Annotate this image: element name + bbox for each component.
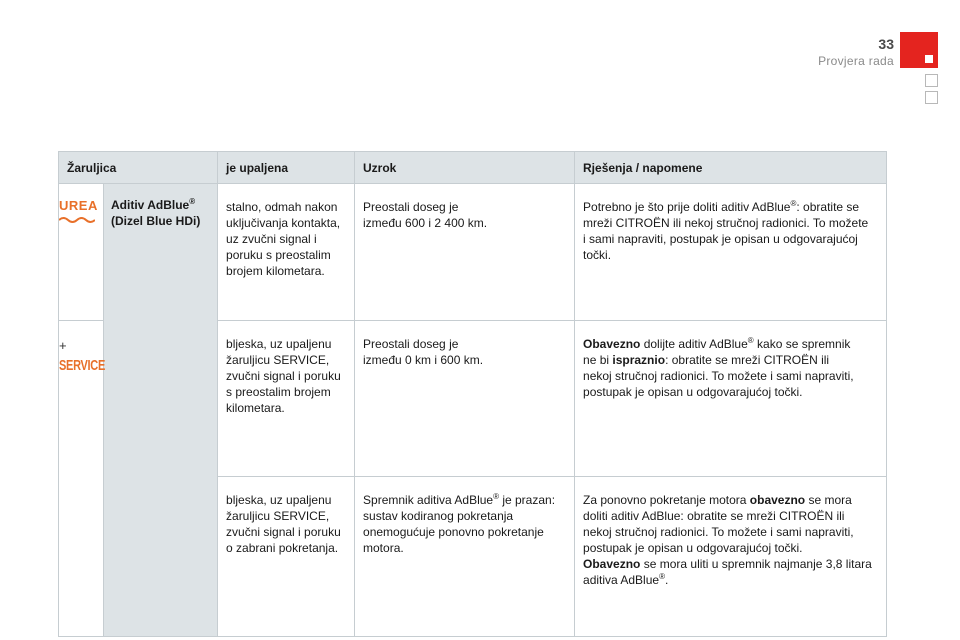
header-cause: Uzrok [355, 152, 575, 184]
solution-cell [575, 321, 887, 477]
emphasis-text: Obavezno [583, 557, 641, 571]
emphasis-text: obavezno [749, 493, 806, 507]
emphasis-text: ispraznio [612, 353, 666, 367]
warning-lights-table [58, 151, 887, 637]
when-text: bljeska, uz upaljenu žaruljicu SERVICE, zvučni signal i poruku s preostalim brojem kilometara. [226, 337, 341, 415]
registered-mark: ® [659, 572, 665, 581]
registered-mark: ® [790, 199, 797, 208]
text-run: se mora doliti aditiv AdBlue: obratite se mreži CITROËN ili nekoj stručnoj radionici. To možete i sami napraviti, postupak je opisan u odgovarajućoj točki. [583, 493, 854, 555]
text-run: je prazan: sustav kodiranog pokretanja onemogućuje ponovno pokretanje motora. [363, 493, 556, 555]
lamp-name: Aditiv AdBlue [111, 198, 190, 212]
solution-text [583, 337, 854, 399]
tab-dot-icon [925, 55, 933, 63]
nav-square-icon [925, 91, 938, 104]
text-run: Spremnik aditiva AdBlue [363, 493, 494, 507]
text-run: dolijte aditiv AdBlue [640, 337, 748, 351]
when-cell [218, 321, 355, 477]
urea-warning-icon [59, 198, 98, 228]
text-run: Za ponovno pokretanje motora [583, 493, 750, 507]
lamp-subname: (Dizel Blue HDi) [111, 214, 201, 228]
solution-cell [575, 184, 887, 321]
wave-icon [59, 216, 95, 224]
service-warning-icon: SERVICE [59, 357, 105, 375]
header-lamp: Žaruljica [59, 152, 218, 184]
header-solution: Rješenja / napomene [575, 152, 887, 184]
text-run: . [664, 573, 669, 587]
cause-text: Preostali doseg je između 600 i 2 400 km. [363, 200, 488, 230]
page-number: 33 [878, 36, 894, 52]
cause-cell [355, 184, 575, 321]
registered-mark: ® [747, 336, 754, 345]
header-when-lit: je upaljena [218, 152, 355, 184]
cause-cell [355, 477, 575, 637]
text-run: : obratite se mreži CITROËN ili nekoj stručnoj radionici. To možete i sami napraviti, postupak je opisan u odgovarajućoj točki. [583, 200, 869, 262]
icon-cell [59, 184, 104, 321]
when-cell [218, 477, 355, 637]
solution-text [583, 493, 872, 587]
when-text: bljeska, uz upaljenu žaruljicu SERVICE, zvučni signal i poruku o zabrani pokretanja. [226, 493, 341, 555]
solution-cell [575, 477, 887, 637]
text-run: Potrebno je što prije doliti aditiv AdBlue [583, 200, 791, 214]
cause-cell [355, 321, 575, 477]
plus-icon: + [59, 338, 67, 353]
text-run: kako se spremnik ne bi [583, 337, 851, 367]
cause-text: Preostali doseg je između 0 km i 600 km. [363, 337, 484, 367]
registered-mark: ® [493, 492, 499, 501]
nav-square-icon [925, 74, 938, 87]
section-tab-marker [900, 32, 938, 68]
when-text: stalno, odmah nakon uključivanja kontakta, uz zvučni signal i poruku s preostalim brojem kilometara. [226, 200, 341, 278]
registered-mark: ® [189, 197, 196, 206]
table-header-row [59, 152, 887, 184]
cause-text [363, 493, 555, 555]
when-cell [218, 184, 355, 321]
section-title: Provjera rada [818, 54, 894, 68]
text-run: se mora uliti u spremnik najmanje 3,8 litara aditiva AdBlue [583, 557, 872, 587]
icon-cell [59, 321, 104, 637]
text-run: : obratite se mreži CITROËN ili nekoj stručnoj radionici. To možete i sami napraviti, postupak je opisan u odgovarajućoj točki. [583, 353, 854, 399]
label-cell [104, 184, 218, 637]
emphasis-text: Obavezno [583, 337, 641, 351]
solution-text [583, 200, 868, 262]
urea-label: UREA [59, 198, 98, 213]
table-row [59, 184, 887, 321]
